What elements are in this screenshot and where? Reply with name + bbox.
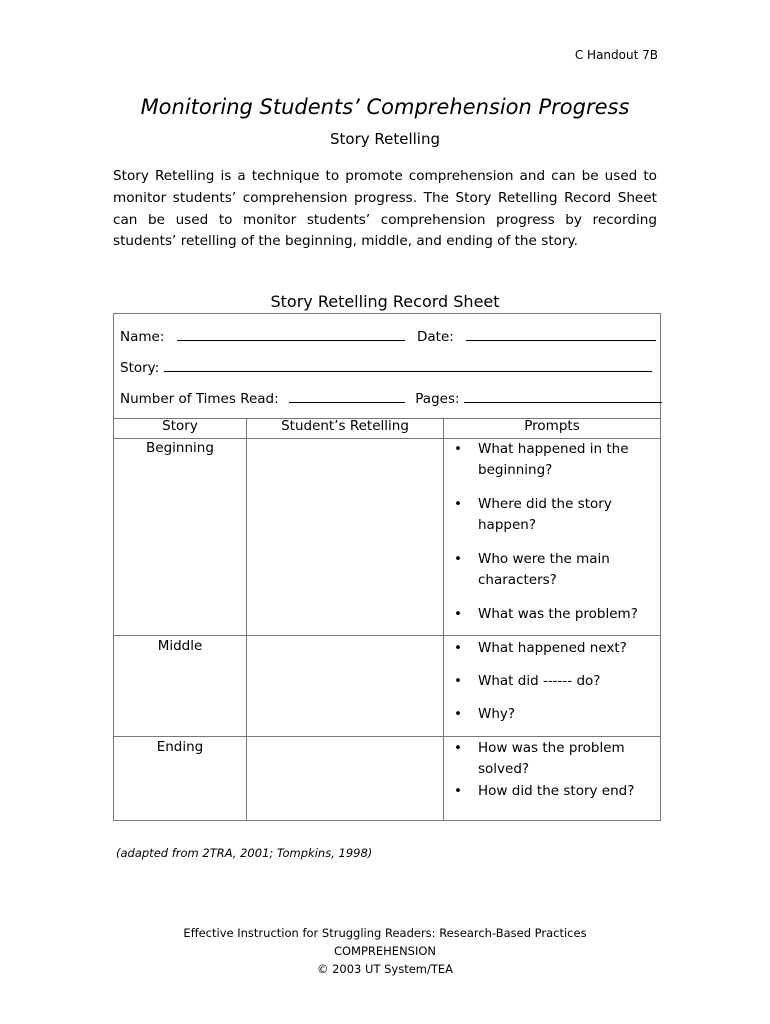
prompt-item bbox=[450, 671, 654, 692]
row-label-middle: Middle bbox=[157, 638, 203, 654]
times-pages-row bbox=[120, 388, 662, 407]
prompt-text: What happened next? bbox=[478, 640, 627, 656]
row-label-ending: Ending bbox=[156, 739, 204, 755]
bullet-icon: • bbox=[454, 551, 462, 567]
bullet-icon: • bbox=[454, 441, 462, 457]
column-divider bbox=[246, 418, 247, 820]
bullet-icon: • bbox=[454, 740, 462, 756]
times-read-label: Number of Times Read: bbox=[120, 391, 279, 407]
prompt-item bbox=[450, 638, 654, 659]
prompt-text: Why? bbox=[478, 706, 516, 722]
page-subtitle: Story Retelling bbox=[329, 130, 440, 148]
prompt-item bbox=[450, 549, 654, 591]
footer-line-1: Effective Instruction for Struggling Readers: Research-Based Practices bbox=[183, 926, 587, 940]
bullet-icon: • bbox=[454, 673, 462, 689]
prompt-item bbox=[450, 781, 654, 802]
bullet-icon: • bbox=[454, 496, 462, 512]
bullet-icon: • bbox=[454, 783, 462, 799]
footer-line-3: © 2003 UT System/TEA bbox=[316, 962, 454, 976]
prompt-item bbox=[450, 738, 654, 780]
name-date-row bbox=[120, 326, 656, 345]
date-label: Date: bbox=[416, 329, 454, 345]
pages-label: Pages: bbox=[415, 391, 460, 407]
pages-blank[interactable] bbox=[464, 388, 662, 403]
prompt-item bbox=[450, 704, 654, 725]
page-title: Monitoring Students’ Comprehension Progress bbox=[140, 95, 630, 119]
record-sheet-title: Story Retelling Record Sheet bbox=[270, 292, 500, 311]
date-blank[interactable] bbox=[466, 326, 656, 341]
prompt-text: Who were the main characters? bbox=[478, 551, 610, 588]
story-blank[interactable] bbox=[164, 357, 652, 372]
prompt-item bbox=[450, 494, 654, 536]
bullet-icon: • bbox=[454, 606, 462, 622]
bullet-icon: • bbox=[454, 640, 462, 656]
row-label-beginning: Beginning bbox=[146, 440, 214, 456]
column-divider bbox=[443, 418, 444, 820]
prompt-text: What was the problem? bbox=[478, 606, 638, 622]
story-row bbox=[120, 357, 652, 376]
name-label: Name: bbox=[120, 329, 165, 345]
column-header-retelling: Student’s Retelling bbox=[281, 418, 409, 434]
footer-line-2: COMPREHENSION bbox=[333, 944, 437, 958]
prompt-text: Where did the story happen? bbox=[478, 496, 612, 533]
citation: (adapted from 2TRA, 2001; Tompkins, 1998) bbox=[116, 846, 373, 860]
prompt-text: What happened in the beginning? bbox=[478, 441, 629, 478]
bullet-icon: • bbox=[454, 706, 462, 722]
prompt-text: How did the story end? bbox=[478, 783, 635, 799]
prompt-item bbox=[450, 439, 654, 481]
handout-code: C Handout 7B bbox=[574, 48, 658, 62]
column-header-story: Story bbox=[162, 418, 198, 434]
times-read-blank[interactable] bbox=[289, 388, 405, 403]
prompt-text: How was the problem solved? bbox=[478, 740, 625, 777]
intro-paragraph: Story Retelling is a technique to promote comprehension and can be used to monitor students’ comprehension progress. The Story Retelling Record Sheet can be used to monitor students’ comprehension progress by recording students’ retelling of the beginning, middle, and ending of the story. bbox=[113, 168, 657, 250]
prompt-text: What did ------ do? bbox=[478, 673, 601, 689]
prompt-item bbox=[450, 604, 654, 625]
table-divider bbox=[114, 635, 660, 636]
table-divider bbox=[114, 736, 660, 737]
column-header-prompts: Prompts bbox=[524, 418, 580, 434]
story-label: Story: bbox=[120, 360, 160, 376]
name-blank[interactable] bbox=[177, 326, 405, 341]
record-sheet-table bbox=[113, 313, 661, 821]
